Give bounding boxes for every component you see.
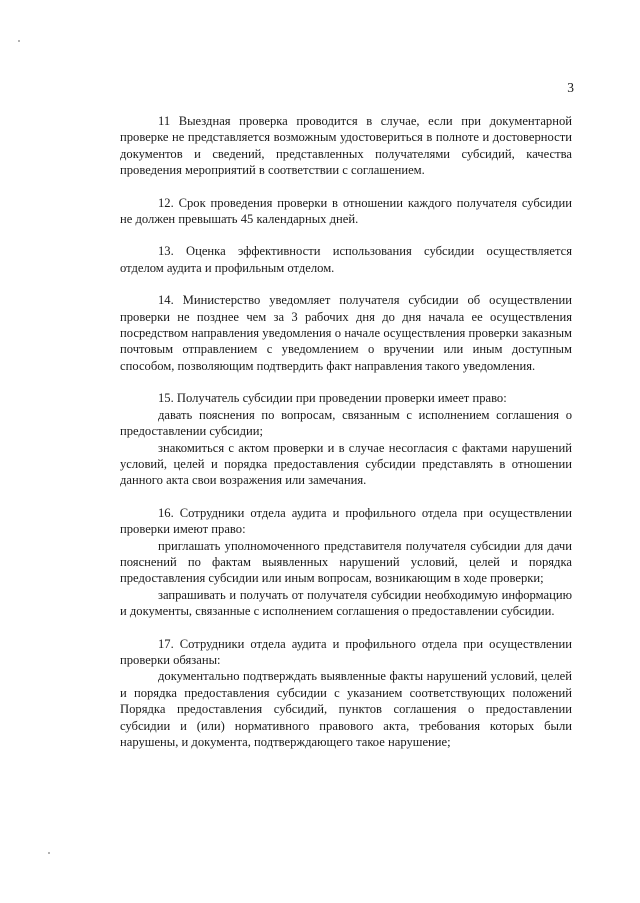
page-number: 3 [567, 80, 574, 95]
clause-11 [120, 113, 572, 179]
clause-13 [120, 243, 572, 276]
clause-paragraph: 14. Министерство уведомляет получателя субсидии об осуществлении проверки не позднее чем за 3 рабочих дня до дня начала ее осуществления посредством направления уведомления о начале осуществления проверки заказным почтовым отправлением с уведомлением о вручении или иным доступным способом, позволяющим подтвердить факт направления такого уведомления. [120, 293, 572, 373]
clause-subparagraph: запрашивать и получать от получателя субсидии необходимую информацию и документы, связанные с исполнением соглашения о предоставлении субсидии. [120, 587, 572, 619]
clause-subparagraph: давать пояснения по вопросам, связанным с исполнением соглашения о предоставлении субсидии; [120, 407, 572, 439]
clause-subparagraph: документально подтверждать выявленные факты нарушений условий, целей и порядка предоставления субсидии с указанием соответствующих положений Порядка предоставления субсидий, пунктов соглашения о предоставлении субсидии и (или) нормативного правового акта, требования которых были нарушены, и документа, подтверждающего такое нарушение; [120, 669, 572, 749]
clause-paragraph: 17. Сотрудники отдела аудита и профильного отдела при осуществлении проверки обязаны: [120, 636, 572, 667]
clause-subparagraph: знакомиться с актом проверки и в случае несогласия с фактами нарушений условий, целей и порядка предоставления субсидии представлять в отношении данного акта свои возражения или замечания. [120, 440, 572, 488]
clause-paragraph: 12. Срок проведения проверки в отношении каждого получателя субсидии не должен превышать 45 календарных дней. [120, 195, 572, 227]
clause-14 [120, 292, 572, 374]
clause-paragraph: 15. Получатель субсидии при проведении проверки имеет право: [158, 391, 507, 406]
clause-paragraph: 16. Сотрудники отдела аудита и профильного отдела при осуществлении проверки имеют право: [120, 505, 572, 537]
clause-12 [120, 195, 572, 228]
clause-15 [120, 390, 572, 488]
clause-17 [120, 636, 572, 751]
scan-speck [48, 852, 50, 854]
clause-paragraph: 11 Выездная проверка проводится в случае, если при документарной проверке не представляется возможным удостовериться в полноте и достоверности документов и сведений, представленных получателями субсидий, качества проведения мероприятий в соответствии с соглашением. [120, 114, 572, 178]
scan-speck [18, 40, 20, 42]
clause-paragraph: 13. Оценка эффективности использования субсидии осуществляется отделом аудита и профильным отделом. [120, 244, 572, 275]
clause-subparagraph: приглашать уполномоченного представителя получателя субсидии для дачи пояснений по фактам выявленных нарушений условий, целей и порядка предоставления субсидии или иным вопросам, возникающим в ходе проверки; [120, 538, 572, 586]
clause-16 [120, 505, 572, 620]
document-body [120, 113, 572, 766]
